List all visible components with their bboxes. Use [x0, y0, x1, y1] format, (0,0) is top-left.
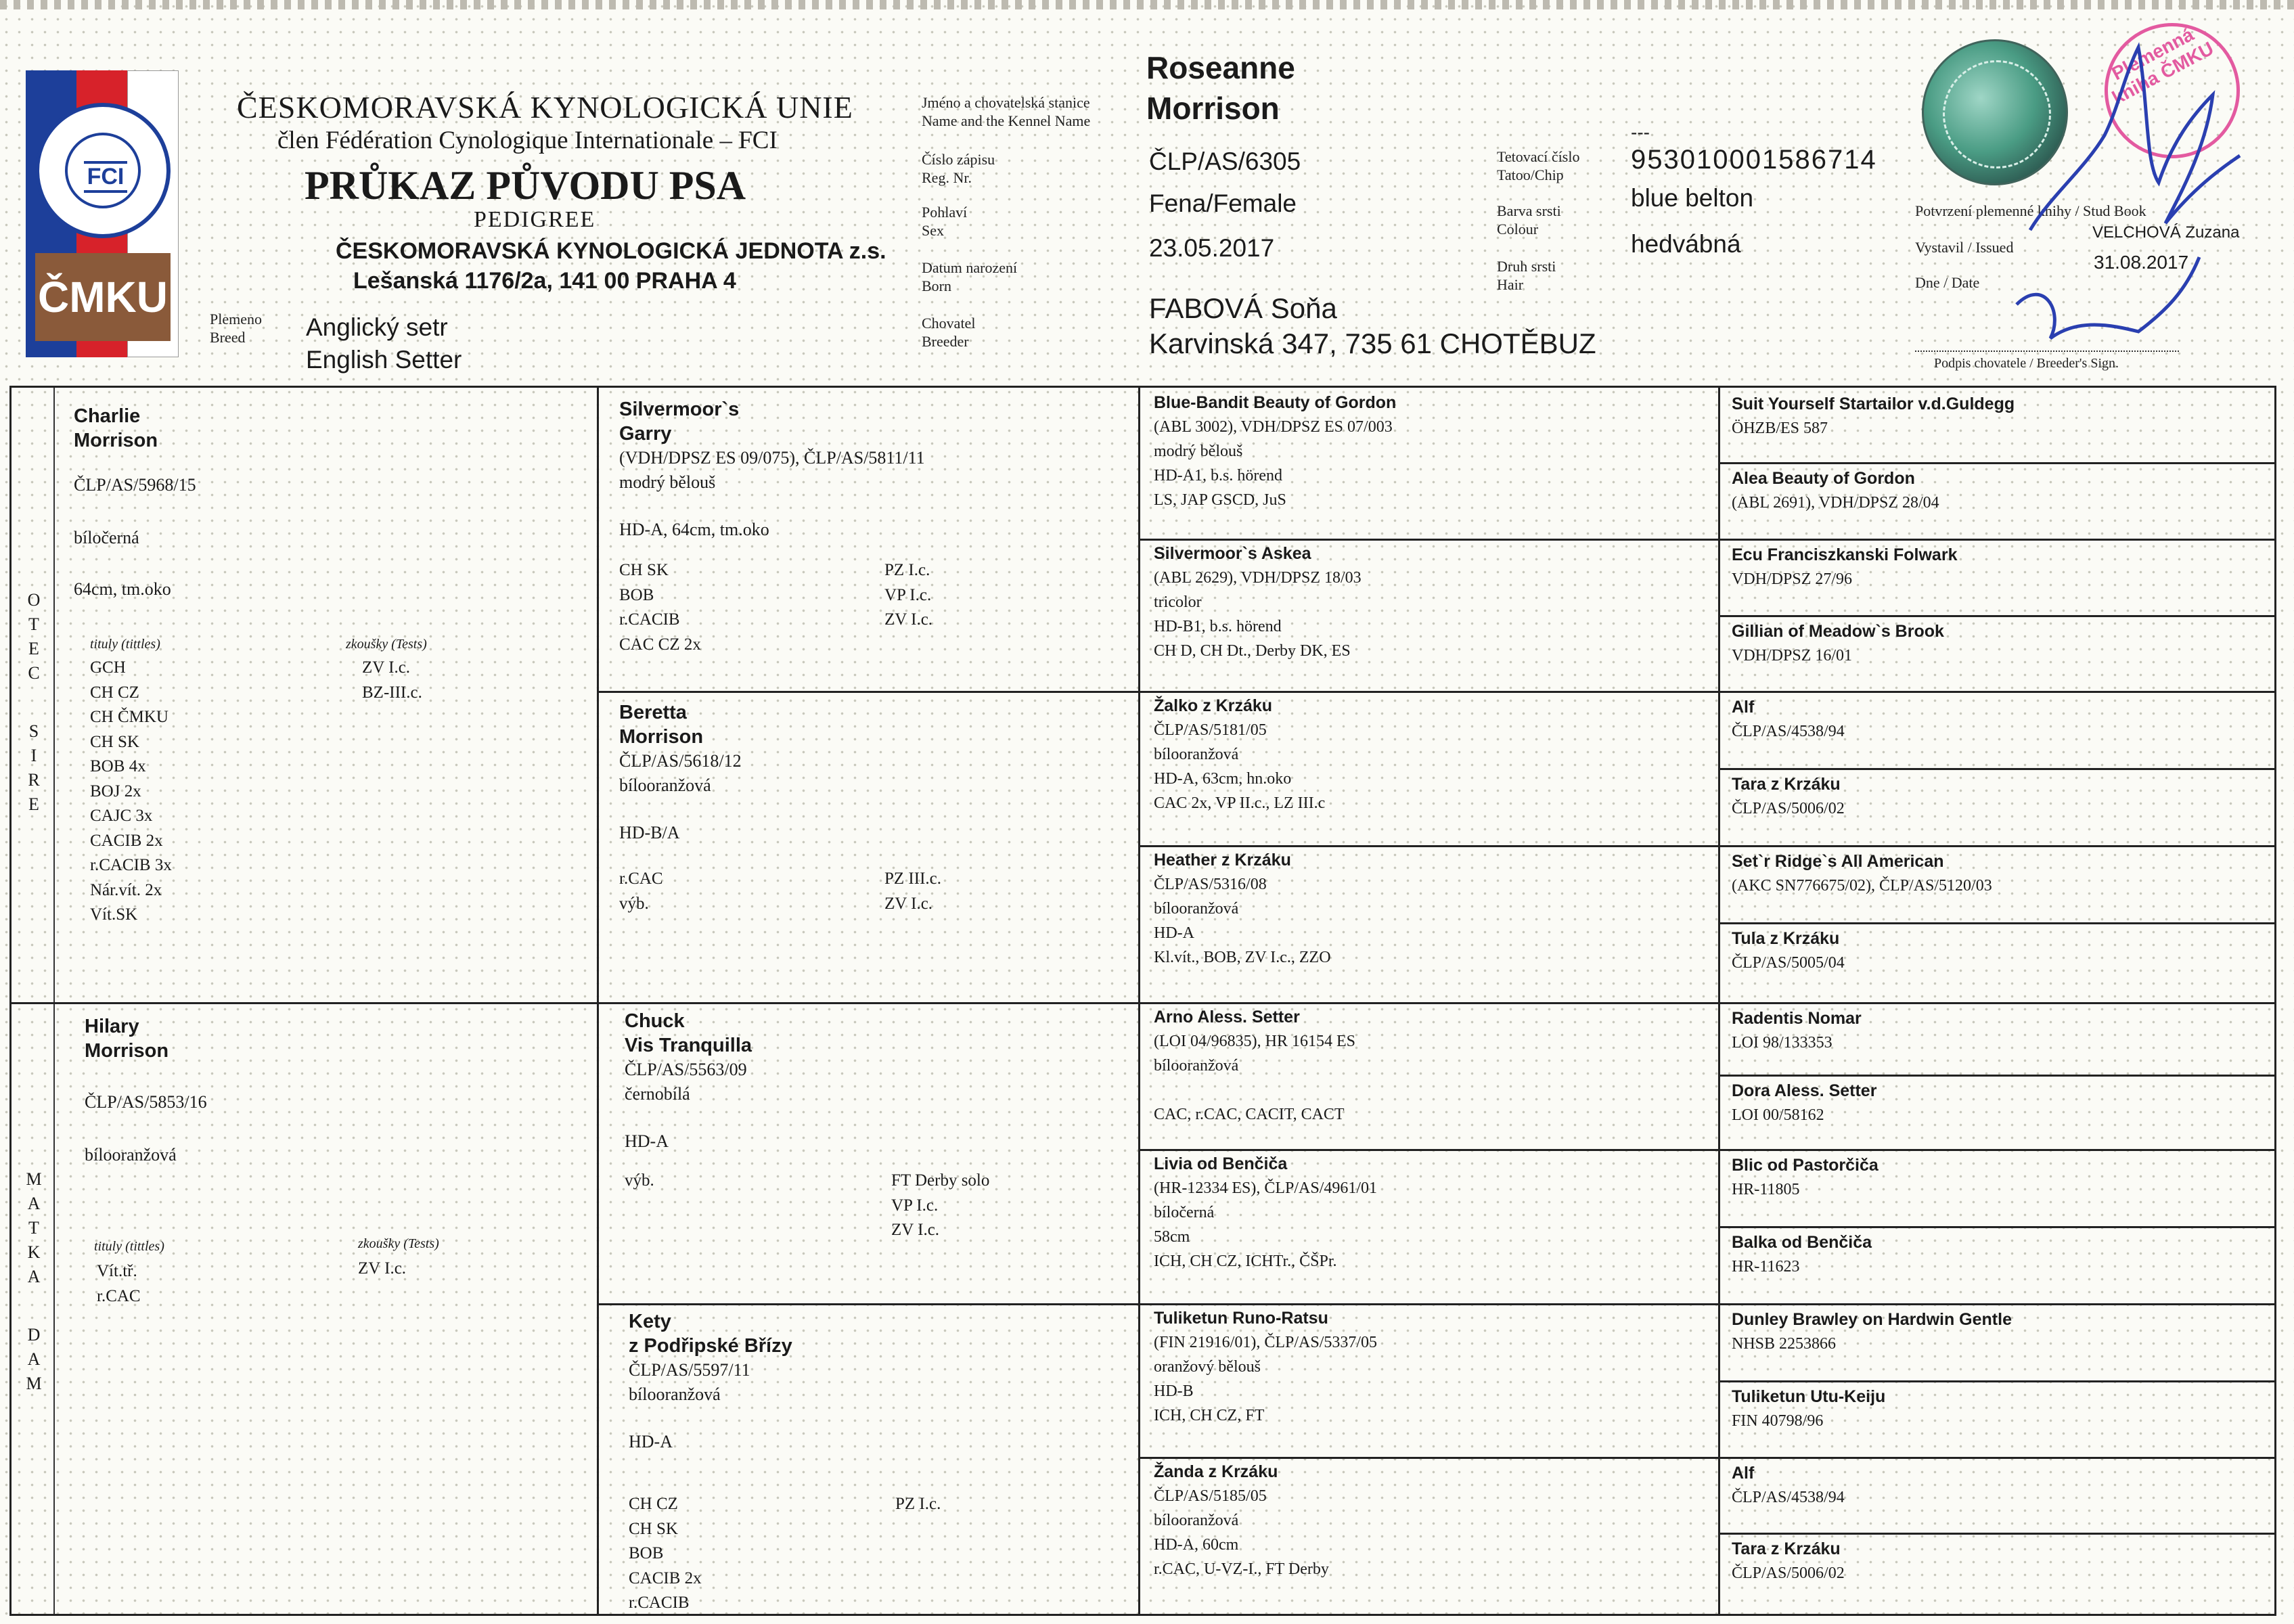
great-grandparent-info: (HR-12334 ES), ČLP/AS/4961/01: [1154, 1179, 1378, 1197]
title-item: CH CZ: [629, 1495, 678, 1513]
great-grandparent-info: ČLP/AS/5316/08: [1154, 876, 1267, 893]
great-grandparent-info: HD-A: [1154, 924, 1194, 942]
document-title: PRŮKAZ PŮVODU PSA: [305, 163, 746, 208]
gggp-reg: NHSB 2253866: [1732, 1335, 1837, 1353]
sd-health: HD-B/A: [619, 823, 680, 842]
gggp-reg: VDH/DPSZ 16/01: [1732, 647, 1853, 664]
colour-label: Barva srsti Colour: [1497, 202, 1561, 238]
breeder-label: Chovatel Breeder: [922, 315, 976, 350]
dd-color: bílooranžová: [629, 1384, 721, 1404]
sire-cell: [74, 404, 588, 999]
fci-membership: člen Fédération Cynologique Internationale – FCI: [277, 127, 778, 154]
ds-health: HD-A: [625, 1131, 669, 1151]
dd-reg: ČLP/AS/5597/11: [629, 1360, 750, 1380]
test-item: VP I.c.: [891, 1196, 939, 1215]
ss-health: HD-A, 64cm, tm.oko: [619, 520, 769, 539]
great-grandparent-info: CAC 2x, VP II.c., LZ III.c: [1154, 794, 1326, 812]
gggp-name: Ecu Franciszkanski Folwark: [1732, 545, 1958, 564]
dam-letter: K: [27, 1242, 41, 1262]
gggp-name: Set`r Ridge`s All American: [1732, 852, 1944, 871]
great-grandparent-name: Tuliketun Runo-Ratsu: [1154, 1309, 1328, 1328]
gggp-reg: (AKC SN776675/02), ČLP/AS/5120/03: [1732, 877, 1992, 895]
logo-panel: [26, 70, 179, 357]
great-grandparent-info: HD-B: [1154, 1382, 1194, 1400]
gggp-cell: [1732, 1230, 2266, 1279]
chip-number: 953010001586714: [1631, 145, 1877, 175]
sire-color: bíločerná: [74, 528, 139, 547]
ss-titles: [619, 558, 701, 657]
great-grandparent-cell: [1154, 390, 1709, 512]
fci-logo: [35, 103, 171, 238]
title-item: CH CZ: [90, 683, 139, 702]
test-item: PZ I.c.: [895, 1495, 941, 1513]
dam-letter: M: [26, 1374, 42, 1393]
breeder-address: Karvinská 347, 735 61 CHOTĚBUZ: [1149, 328, 1596, 359]
gggp-reg: ČLP/AS/5006/02: [1732, 800, 1845, 817]
breeder-name: FABOVÁ Soňa: [1149, 292, 1337, 324]
grandparent-ss-cell: [619, 397, 1133, 688]
gggp-name: Blic od Pastorčiča: [1732, 1156, 1879, 1175]
gggp-reg: (ABL 2691), VDH/DPSZ 28/04: [1732, 494, 1939, 512]
sd-color: bílooranžová: [619, 775, 711, 795]
sex-label: Pohlaví Sex: [922, 204, 968, 239]
test-item: BZ-III.c.: [362, 683, 422, 702]
sire-tests-label: zkoušky (Tests): [346, 637, 427, 652]
title-item: CAJC 3x: [90, 807, 153, 825]
title-item: r.CACIB: [629, 1594, 690, 1612]
dam-letter: D: [27, 1325, 41, 1345]
name-label: Jméno a chovatelská stanice Name and the Kennel Name: [922, 94, 1091, 129]
sire-letter: R: [28, 770, 40, 790]
title-item: r.CAC: [97, 1286, 141, 1305]
sire-letter: O: [27, 590, 41, 610]
reg-number: ČLP/AS/6305: [1149, 148, 1301, 175]
test-item: ZV I.c.: [884, 610, 933, 629]
sd-titles: [619, 867, 663, 916]
great-grandparent-name: Arno Aless. Setter: [1154, 1008, 1300, 1027]
title-item: Vít.tř.: [97, 1262, 137, 1280]
great-grandparent-info: ČLP/AS/5185/05: [1154, 1487, 1267, 1505]
sire-name: Charlie Morrison: [74, 405, 158, 451]
grandparent-sd-cell: [619, 700, 1133, 998]
great-grandparent-name: Žalko z Krzáku: [1154, 696, 1273, 715]
title-item: r.CACIB 3x: [90, 856, 172, 874]
breeder-sign-label: Podpis chovatele / Breeder's Sign.: [1934, 356, 2119, 371]
test-item: VP I.c.: [884, 585, 932, 604]
title-item: BOJ 2x: [90, 782, 141, 800]
great-grandparent-info: (ABL 3002), VDH/DPSZ ES 07/003: [1154, 418, 1393, 436]
gggp-reg: ČLP/AS/5005/04: [1732, 954, 1845, 972]
great-grandparent-cell: [1154, 848, 1709, 970]
gggp-cell: [1732, 392, 2266, 441]
test-item: ZV I.c.: [362, 658, 411, 677]
gggp-reg: ČLP/AS/4538/94: [1732, 723, 1845, 740]
great-grandparent-info: HD-A1, b.s. hörend: [1154, 467, 1282, 484]
great-grandparent-info: tricolor: [1154, 593, 1202, 611]
title-item: CACIB 2x: [90, 831, 163, 850]
gggp-reg: LOI 98/133353: [1732, 1034, 1832, 1052]
title-item: r.CAC: [619, 870, 663, 888]
dd-health: HD-A: [629, 1432, 673, 1451]
sire-titles: [90, 656, 172, 928]
great-grandparent-info: bílooranžová: [1154, 900, 1239, 918]
great-grandparent-name: Žanda z Krzáku: [1154, 1462, 1278, 1481]
title-item: GCH: [90, 658, 126, 677]
great-grandparent-info: CH D, CH Dt., Derby DK, ES: [1154, 642, 1351, 660]
dam-tests: [358, 1257, 406, 1282]
title-item: CH SK: [90, 732, 139, 751]
gggp-cell: [1732, 695, 2266, 744]
grandparent-dd-cell: [629, 1309, 1136, 1614]
issued-by: VELCHOVÁ Zuzana: [2092, 223, 2240, 242]
gggp-name: Dunley Brawley on Hardwin Gentle: [1732, 1310, 2012, 1329]
great-grandparent-info: ICH, CH CZ, ICHTr., ČŠPr.: [1154, 1253, 1337, 1270]
great-grandparent-info: bílooranžová: [1154, 1512, 1239, 1529]
birth-date: 23.05.2017: [1149, 234, 1275, 262]
breed-value: Anglický setr English Setter: [306, 313, 462, 374]
dam-letter: M: [26, 1169, 42, 1189]
union-name: ČESKOMORAVSKÁ KYNOLOGICKÁ UNIE: [237, 90, 853, 125]
dam-titles: [97, 1259, 141, 1309]
great-grandparent-info: (LOI 04/96835), HR 16154 ES: [1154, 1033, 1355, 1050]
great-grandparent-name: Blue-Bandit Beauty of Gordon: [1154, 393, 1397, 412]
ss-name: Silvermoor`s Garry: [619, 399, 740, 445]
great-grandparent-info: [1154, 1078, 1709, 1102]
stud-book-stamp: Plemenná kniha ČMKU: [2081, 0, 2264, 182]
ds-reg: ČLP/AS/5563/09: [625, 1060, 747, 1079]
gggp-cell: [1732, 1079, 2266, 1127]
sire-letter: C: [28, 663, 40, 683]
dog-name: Roseanne Morrison: [1146, 50, 1295, 126]
sex-value: Fena/Female: [1149, 189, 1297, 217]
title-item: výb.: [619, 894, 649, 913]
gggp-reg: LOI 00/58162: [1732, 1106, 1824, 1124]
gggp-name: Tara z Krzáku: [1732, 775, 1841, 794]
colour-value: blue belton: [1631, 184, 1754, 212]
grandparent-ds-cell: [625, 1009, 1139, 1300]
gggp-reg: FIN 40798/96: [1732, 1412, 1824, 1430]
ds-titles: [625, 1169, 654, 1194]
gggp-cell: [1732, 1006, 2266, 1055]
test-item: ZV I.c.: [891, 1221, 940, 1239]
dam-letter: T: [28, 1218, 39, 1238]
ds-name: Chuck Vis Tranquilla: [625, 1010, 752, 1056]
great-grandparent-name: Heather z Krzáku: [1154, 851, 1291, 870]
great-grandparent-cell: [1154, 1460, 1709, 1581]
decorative-top-border: [0, 0, 2294, 9]
test-item: PZ III.c.: [884, 870, 941, 888]
sd-name: Beretta Morrison: [619, 702, 704, 748]
gggp-cell: [1732, 466, 2266, 515]
title-item: Nár.vít. 2x: [90, 880, 162, 899]
sire-letter: E: [28, 794, 39, 814]
gggp-name: Gillian of Meadow`s Brook: [1732, 622, 1944, 641]
signature: [2003, 20, 2287, 372]
great-grandparent-info: bílooranžová: [1154, 1057, 1239, 1075]
gggp-name: Alf: [1732, 698, 1755, 717]
gggp-name: Balka od Benčiča: [1732, 1233, 1872, 1252]
issued-label: Vystavil / Issued: [1915, 239, 2014, 256]
gggp-reg: ČLP/AS/4538/94: [1732, 1489, 1845, 1506]
dam-color: bílooranžová: [85, 1145, 177, 1165]
sd-reg: ČLP/AS/5618/12: [619, 751, 742, 771]
great-grandparent-info: 58cm: [1154, 1228, 1190, 1246]
great-grandparent-info: HD-A, 63cm, hn.oko: [1154, 770, 1292, 788]
fci-logo-text: FCI: [84, 161, 127, 193]
gggp-cell: [1732, 1384, 2266, 1433]
great-grandparent-info: HD-A, 60cm: [1154, 1536, 1239, 1554]
great-grandparent-info: bílooranžová: [1154, 746, 1239, 763]
great-grandparent-info: r.CAC, U-VZ-I., FT Derby: [1154, 1560, 1329, 1578]
gggp-name: Radentis Nomar: [1732, 1009, 1862, 1028]
sire-tests: [362, 656, 422, 705]
sd-tests: [884, 867, 941, 916]
gggp-reg: VDH/DPSZ 27/96: [1732, 570, 1853, 588]
tattoo-label: Tetovací číslo Tatoo/Chip: [1497, 148, 1580, 183]
great-grandparent-info: LS, JAP GSCD, JuS: [1154, 491, 1286, 509]
title-item: výb.: [625, 1171, 654, 1190]
ss-color: modrý bělouš: [619, 472, 716, 492]
gggp-reg: ČLP/AS/5006/02: [1732, 1564, 1845, 1582]
cmku-logo: ČMKU: [35, 253, 171, 341]
great-grandparent-name: Silvermoor`s Askea: [1154, 544, 1311, 563]
great-grandparent-info: (FIN 21916/01), ČLP/AS/5337/05: [1154, 1334, 1378, 1351]
breed-label: Plemeno Breed: [210, 311, 262, 346]
dam-letter: A: [27, 1194, 41, 1213]
great-grandparent-info: HD-B1, b.s. hörend: [1154, 618, 1282, 635]
reg-label: Číslo zápisu Reg. Nr.: [922, 151, 995, 186]
club-name: ČESKOMORAVSKÁ KYNOLOGICKÁ JEDNOTA z.s.: [336, 238, 886, 264]
gggp-name: Tara z Krzáku: [1732, 1539, 1841, 1558]
gggp-reg: HR-11623: [1732, 1258, 1800, 1276]
dd-titles: [629, 1492, 702, 1616]
great-grandparent-info: (ABL 2629), VDH/DPSZ 18/03: [1154, 569, 1362, 587]
gggp-name: Suit Yourself Startailor v.d.Guldegg: [1732, 394, 2015, 413]
sire-reg: ČLP/AS/5968/15: [74, 475, 196, 495]
title-item: CH SK: [619, 561, 669, 579]
test-item: ZV I.c.: [884, 894, 933, 913]
sire-titles-label: tituly (tittles): [90, 637, 160, 652]
sire-letter: E: [28, 639, 39, 658]
ss-reg: (VDH/DPSZ ES 09/075), ČLP/AS/5811/11: [619, 448, 925, 468]
gggp-cell: [1732, 849, 2266, 898]
gggp-name: Tula z Krzáku: [1732, 929, 1840, 948]
tattoo-value: ---: [1631, 122, 1650, 143]
dd-tests: [895, 1492, 941, 1517]
great-grandparent-info: oranžový bělouš: [1154, 1358, 1261, 1376]
dam-label: [24, 1167, 44, 1396]
gggp-reg: HR-11805: [1732, 1181, 1800, 1198]
gggp-cell: [1732, 926, 2266, 975]
title-item: BOB: [619, 585, 654, 604]
ds-tests: [891, 1169, 989, 1243]
gggp-name: Dora Aless. Setter: [1732, 1081, 1877, 1100]
test-item: PZ I.c.: [884, 561, 930, 579]
great-grandparent-cell: [1154, 541, 1709, 663]
title-item: CACIB 2x: [629, 1569, 702, 1587]
gggp-cell: [1732, 1461, 2266, 1510]
document-subtitle: PEDIGREE: [474, 207, 596, 232]
great-grandparent-info: CAC, r.CAC, CACIT, CACT: [1154, 1106, 1345, 1123]
title-item: CH SK: [629, 1519, 678, 1538]
great-grandparent-info: bíločerná: [1154, 1204, 1215, 1221]
gggp-cell: [1732, 1537, 2266, 1585]
hair-value: hedvábná: [1631, 230, 1741, 258]
great-grandparent-info: ICH, CH CZ, FT: [1154, 1407, 1265, 1424]
dam-name: Hilary Morrison: [85, 1016, 169, 1062]
gggp-cell: [1732, 1153, 2266, 1202]
dam-titles-label: tituly (tittles): [94, 1239, 164, 1254]
sire-letter: T: [28, 614, 39, 634]
dam-reg: ČLP/AS/5853/16: [85, 1092, 207, 1112]
dd-name: Kety z Podřipské Břízy: [629, 1311, 792, 1357]
sire-letter: I: [30, 746, 37, 765]
dam-letter: A: [27, 1267, 41, 1286]
gggp-cell: [1732, 619, 2266, 668]
test-item: FT Derby solo: [891, 1171, 990, 1190]
sire-size: 64cm, tm.oko: [74, 579, 171, 599]
great-grandparent-name: Livia od Benčiča: [1154, 1154, 1288, 1173]
dam-letter: A: [27, 1349, 41, 1369]
date-label: Dne / Date: [1915, 274, 1980, 291]
club-address: Lešanská 1176/2a, 141 00 PRAHA 4: [353, 268, 736, 294]
gggp-cell: [1732, 543, 2266, 591]
great-grandparent-info: modrý bělouš: [1154, 443, 1243, 460]
great-grandparent-cell: [1154, 694, 1709, 815]
gggp-name: Alea Beauty of Gordon: [1732, 469, 1915, 488]
title-item: r.CACIB: [619, 610, 680, 629]
issue-date: 31.08.2017: [2094, 252, 2189, 273]
gggp-name: Tuliketun Utu-Keiju: [1732, 1387, 1886, 1406]
title-item: BOB 4x: [90, 757, 146, 775]
great-grandparent-cell: [1154, 1152, 1709, 1273]
gggp-reg: ÖHZB/ES 587: [1732, 420, 1828, 437]
title-item: BOB: [629, 1544, 664, 1562]
hair-label: Druh srsti Hair: [1497, 258, 1556, 293]
test-item: ZV I.c.: [358, 1259, 407, 1278]
pedigree-table: [9, 386, 2276, 1616]
stud-book-label: Potvrzení plemenné knihy / Stud Book: [1915, 202, 2146, 219]
title-item: CH ČMKU: [90, 708, 168, 726]
born-label: Datum narození Born: [922, 259, 1018, 294]
gggp-name: Alf: [1732, 1464, 1755, 1483]
ss-tests: [884, 558, 932, 633]
dam-tests-label: zkoušky (Tests): [358, 1236, 439, 1251]
sire-label: [24, 588, 44, 817]
title-item: Vít.SK: [90, 905, 138, 924]
dam-cell: [74, 1014, 588, 1610]
gggp-cell: [1732, 1307, 2266, 1356]
great-grandparent-info: ČLP/AS/5181/05: [1154, 721, 1267, 739]
great-grandparent-info: Kl.vít., BOB, ZV I.c., ZZO: [1154, 949, 1331, 966]
great-grandparent-cell: [1154, 1306, 1709, 1428]
sire-letter: S: [28, 721, 39, 741]
great-grandparent-cell: [1154, 1005, 1709, 1127]
title-item: CAC CZ 2x: [619, 635, 701, 654]
gggp-cell: [1732, 772, 2266, 821]
ds-color: černobílá: [625, 1084, 690, 1104]
